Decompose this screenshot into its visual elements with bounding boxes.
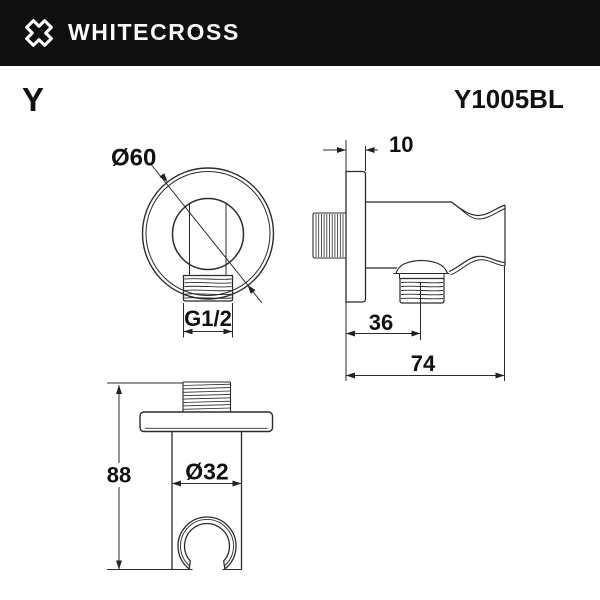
handset-cradle-ring (178, 517, 236, 569)
total-depth-label: 74 (410, 351, 436, 376)
brand-header (0, 0, 600, 66)
series-label: Y (22, 81, 45, 118)
whitecross-x-logo-icon (19, 13, 59, 53)
brand-name: WHITECROSS (68, 18, 240, 45)
top-thread-pipe (183, 382, 231, 412)
front-view-drawing (111, 145, 274, 338)
dimension-outlet-offset (346, 283, 421, 340)
height-label: 88 (106, 462, 132, 488)
body-diameter-label: Ø32 (185, 458, 229, 485)
side-view-drawing (313, 132, 505, 381)
outer-diameter-label: Ø60 (111, 144, 157, 172)
dimension-thread-size (184, 303, 233, 338)
plate-depth-label: 10 (389, 132, 414, 157)
outlet-thread (400, 279, 444, 304)
dimension-body-diameter (172, 459, 242, 487)
thread-size-label: G1/2 (184, 306, 232, 331)
dimension-plate-depth (323, 132, 413, 171)
front-elevation-drawing (107, 382, 273, 570)
model-number: Y1005BL (454, 84, 564, 114)
inlet-thread (313, 213, 346, 258)
outlet-offset-label: 36 (368, 310, 394, 335)
